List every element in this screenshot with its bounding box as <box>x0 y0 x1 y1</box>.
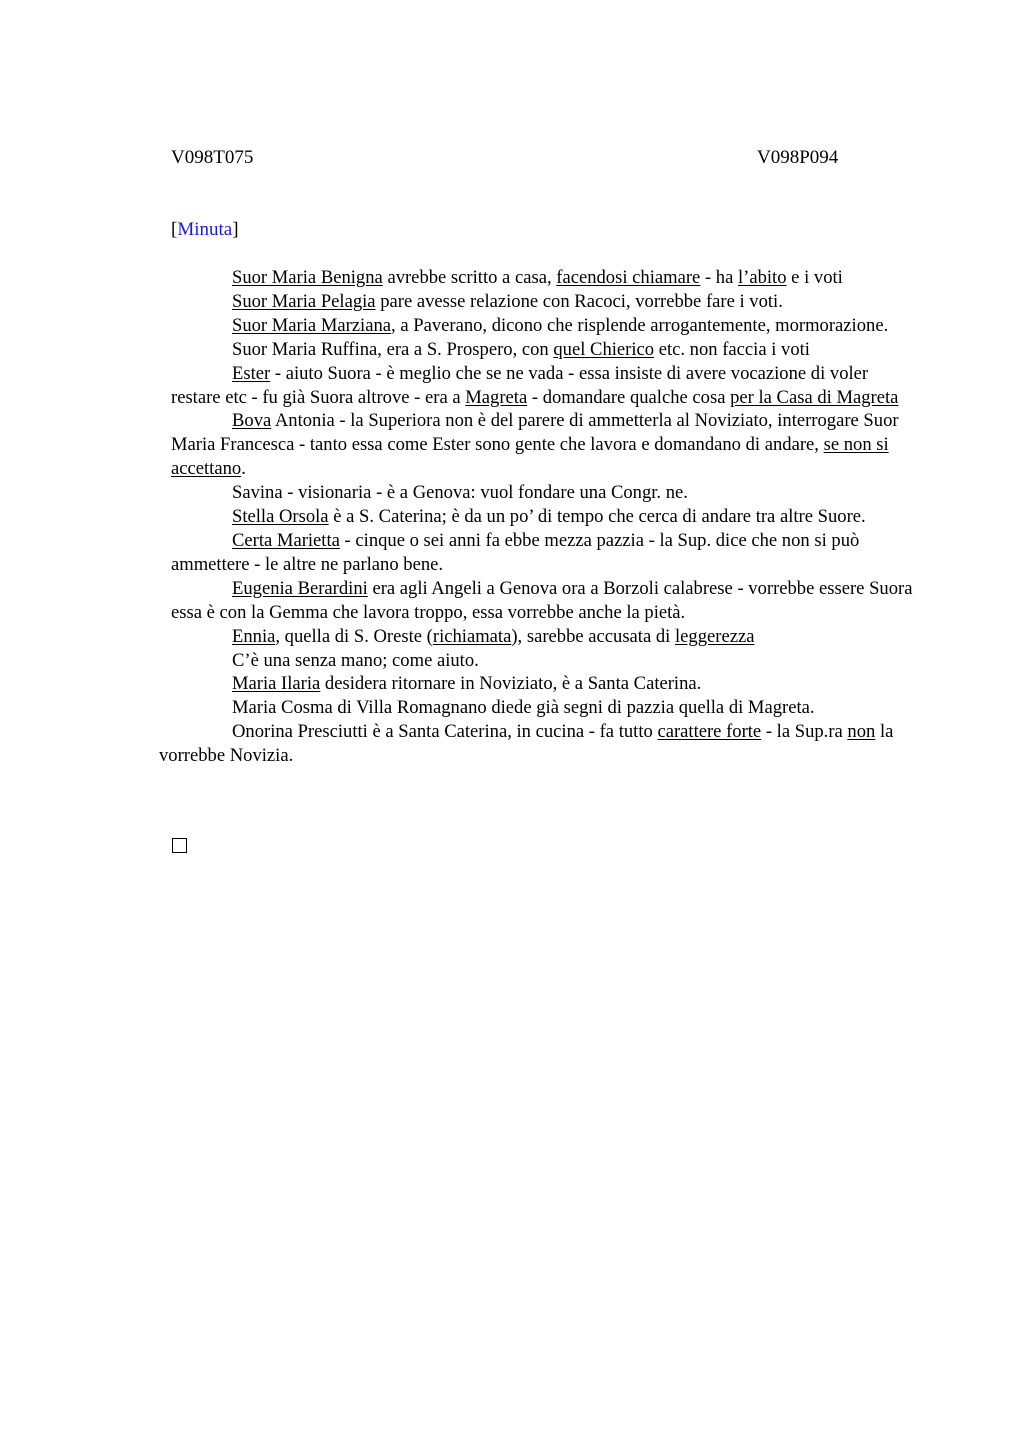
document-code-right: V098P094 <box>757 147 839 168</box>
underlined-name: Suor Maria Pelagia <box>232 290 376 312</box>
underlined-name: Suor Maria Marziana <box>232 314 392 336</box>
text-run: . <box>241 458 246 480</box>
underlined-text: richiamata <box>432 625 512 647</box>
paragraph-berardini <box>171 577 916 625</box>
paragraph-presciutti <box>159 720 916 768</box>
text-run: Antonia - la Superiora non è del parere di ammetterla al Noviziato, interrogare Suor Maria Francesca - tanto essa come Ester sono gente che lavora e domandano di andare, <box>171 410 899 456</box>
end-marker-box <box>172 838 187 853</box>
paragraph-bova <box>171 409 916 481</box>
text-run: - cinque o sei anni fa ebbe mezza pazzia - la Sup. dice che non si può ammettere - le altre ne parlano bene. <box>171 529 860 575</box>
text-run: Suor Maria Ruffina, era a S. Prospero, con <box>232 338 554 360</box>
text-run: - la Sup.ra <box>761 721 848 743</box>
paragraph-ilaria <box>171 672 916 696</box>
paragraph-marziana <box>171 314 916 338</box>
underlined-name: Stella Orsola <box>232 506 329 528</box>
text-run: avrebbe scritto a casa, <box>382 267 557 288</box>
paragraph-ruffina <box>171 338 916 362</box>
paragraph-senza-mano <box>171 649 916 673</box>
underlined-text: facendosi chiamare <box>556 267 701 288</box>
underlined-name: Bova <box>232 410 272 432</box>
text-run: - domandare qualche cosa <box>527 386 731 408</box>
text-run: e i voti <box>786 267 843 288</box>
text-run: Savina - visionaria - è a Genova: vuol fondare una Congr. ne. <box>232 482 688 504</box>
text-run: Maria Cosma di Villa Romagnano diede già segni di pazzia quella di Magreta. <box>232 697 815 719</box>
text-run: - ha <box>700 267 738 288</box>
paragraph-marietta <box>171 529 916 577</box>
paragraph-benigna <box>171 266 916 290</box>
text-run: era agli Angeli a Genova ora a Borzoli calabrese - vorrebbe essere Suora essa è con la Gemma che lavora troppo, essa vorrebbe anche la pietà. <box>171 577 913 623</box>
text-run: la vorrebbe Novizia. <box>159 721 894 767</box>
paragraph-stella-orsola <box>171 505 916 529</box>
text-run: è a S. Caterina; è da un po’ di tempo che cerca di andare tra altre Suore. <box>328 506 866 528</box>
paragraph-savina <box>171 481 916 505</box>
paragraph-cosma <box>171 696 916 720</box>
text-run: - aiuto Suora - è meglio che se ne vada - essa insiste di avere vocazione di voler restare etc - fu già Suora altrove - era a <box>171 362 869 408</box>
underlined-text: l’abito <box>737 267 787 288</box>
underlined-name: Maria Ilaria <box>232 673 321 695</box>
paragraph-ester <box>171 362 916 410</box>
document-body <box>159 266 916 768</box>
underlined-text: non <box>847 721 876 743</box>
underlined-name: Suor Maria Benigna <box>232 267 383 288</box>
bracket-open: [ <box>171 219 178 240</box>
text-run: desidera ritornare in Noviziato, è a Santa Caterina. <box>320 673 702 695</box>
underlined-text: carattere forte <box>657 721 762 743</box>
underlined-name: Certa Marietta <box>232 529 340 551</box>
underlined-text: Magreta <box>465 386 528 408</box>
underlined-name: Eugenia Berardini <box>232 577 368 599</box>
text-run: Onorina Presciutti è a Santa Caterina, in cucina - fa tutto <box>232 721 658 743</box>
text-run: pare avesse relazione con Racoci, vorrebbe fare i voti. <box>375 290 783 312</box>
minuta-link[interactable]: Minuta <box>177 219 233 240</box>
text-run: C’è una senza mano; come aiuto. <box>232 649 479 671</box>
paragraph-ennia <box>171 625 916 649</box>
paragraph-pelagia <box>171 290 916 314</box>
document-code-left: V098T075 <box>171 147 254 168</box>
underlined-text: per la Casa di Magreta <box>730 386 899 408</box>
minuta-heading <box>171 218 239 242</box>
underlined-text: leggerezza <box>674 625 755 647</box>
underlined-text: se non si accettano <box>171 434 889 480</box>
bracket-close: ] <box>232 219 239 240</box>
underlined-name: Ennia <box>232 625 276 647</box>
text-run: ), sarebbe accusata di <box>511 625 675 647</box>
underlined-name: Ester <box>232 362 271 384</box>
underlined-text: quel Chierico <box>553 338 655 360</box>
text-run: , quella di S. Oreste ( <box>275 625 433 647</box>
text-run: , a Paverano, dicono che risplende arrogantemente, mormorazione. <box>391 314 889 336</box>
text-run: etc. non faccia i voti <box>654 338 810 360</box>
